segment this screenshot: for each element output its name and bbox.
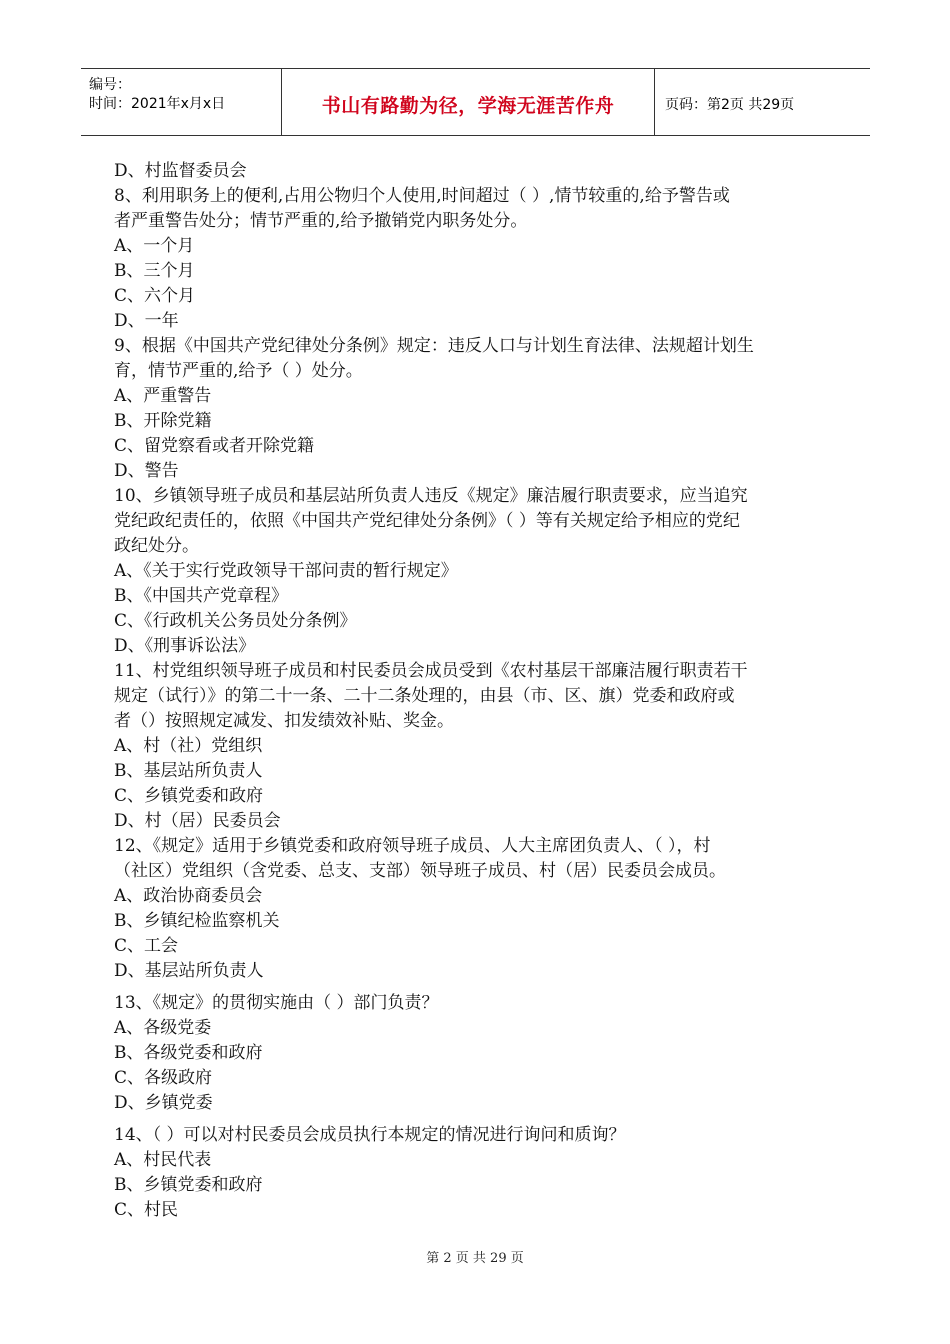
question-8: 8、利用职务上的便利,占用公物归个人使用,时间超过（ ）,情节较重的,给予警告或	[114, 186, 730, 206]
text-line: 育，情节严重的,给予（ ）处分。	[114, 361, 363, 381]
option-a: A、村（社）党组织	[114, 736, 263, 756]
option-c: C、村民	[114, 1200, 179, 1220]
text-line: 政纪处分。	[114, 536, 199, 556]
time-label: 时间：2021年x月x日	[89, 96, 226, 112]
option-c: C、《行政机关公务员处分条例》	[114, 611, 357, 631]
option-a: A、一个月	[114, 236, 195, 256]
option-c: C、留党察看或者开除党籍	[114, 436, 315, 456]
option-b: B、各级党委和政府	[114, 1043, 263, 1063]
question-14: 14、（ ）可以对村民委员会成员执行本规定的情况进行询问和质询？	[114, 1125, 626, 1145]
question-9: 9、根据《中国共产党纪律处分条例》规定：违反人口与计划生育法律、法规超计划生	[114, 336, 754, 356]
text-line: D、村监督委员会	[114, 161, 247, 181]
option-b: B、《中国共产党章程》	[114, 586, 288, 606]
option-b: B、乡镇纪检监察机关	[114, 911, 280, 931]
question-11: 11、村党组织领导班子成员和村民委员会成员受到《农村基层干部廉洁履行职责若干	[114, 661, 748, 681]
option-b: B、乡镇党委和政府	[114, 1175, 263, 1195]
page-info: 页码：第2页 共29页	[665, 97, 795, 113]
question-12: 12、《规定》适用于乡镇党委和政府领导班子成员、人大主席团负责人、（ ），村	[114, 836, 711, 856]
option-a: A、各级党委	[114, 1018, 212, 1038]
question-13: 13、《规定》的贯彻实施由（ ）部门负责？	[114, 993, 439, 1013]
text-line: 者（）按照规定减发、扣发绩效补贴、奖金。	[114, 711, 454, 731]
option-a: A、村民代表	[114, 1150, 212, 1170]
option-b: B、三个月	[114, 261, 195, 281]
text-line: （社区）党组织（含党委、总支、支部）领导班子成员、村（居）民委员会成员。	[114, 861, 726, 881]
motto: 书山有路勤为径，学海无涯苦作舟	[321, 95, 615, 117]
page-footer: 第 2 页 共 29 页	[426, 1251, 524, 1266]
option-a: A、严重警告	[114, 386, 212, 406]
option-d: D、基层站所负责人	[114, 961, 264, 981]
option-a: A、《关于实行党政领导干部问责的暂行规定》	[114, 561, 458, 581]
option-d: D、《刑事诉讼法》	[114, 636, 256, 656]
option-c: C、各级政府	[114, 1068, 213, 1088]
serial-label: 编号：	[89, 77, 131, 93]
option-d: D、一年	[114, 311, 179, 331]
option-d: D、乡镇党委	[114, 1093, 213, 1113]
option-d: D、警告	[114, 461, 179, 481]
option-c: C、六个月	[114, 286, 196, 306]
text-line: 者严重警告处分；情节严重的,给予撤销党内职务处分。	[114, 211, 528, 231]
option-a: A、政治协商委员会	[114, 886, 263, 906]
text-line: 规定（试行）》的第二十一条、二十二条处理的，由县（市、区、旗）党委和政府或	[114, 686, 735, 706]
question-10: 10、乡镇领导班子成员和基层站所负责人违反《规定》廉洁履行职责要求，应当追究	[114, 486, 748, 506]
option-d: D、村（居）民委员会	[114, 811, 281, 831]
text-line: 党纪政纪责任的，依照《中国共产党纪律处分条例》（ ）等有关规定给予相应的党纪	[114, 511, 740, 531]
option-b: B、开除党籍	[114, 411, 212, 431]
option-c: C、工会	[114, 936, 179, 956]
option-b: B、基层站所负责人	[114, 761, 263, 781]
option-c: C、乡镇党委和政府	[114, 786, 264, 806]
